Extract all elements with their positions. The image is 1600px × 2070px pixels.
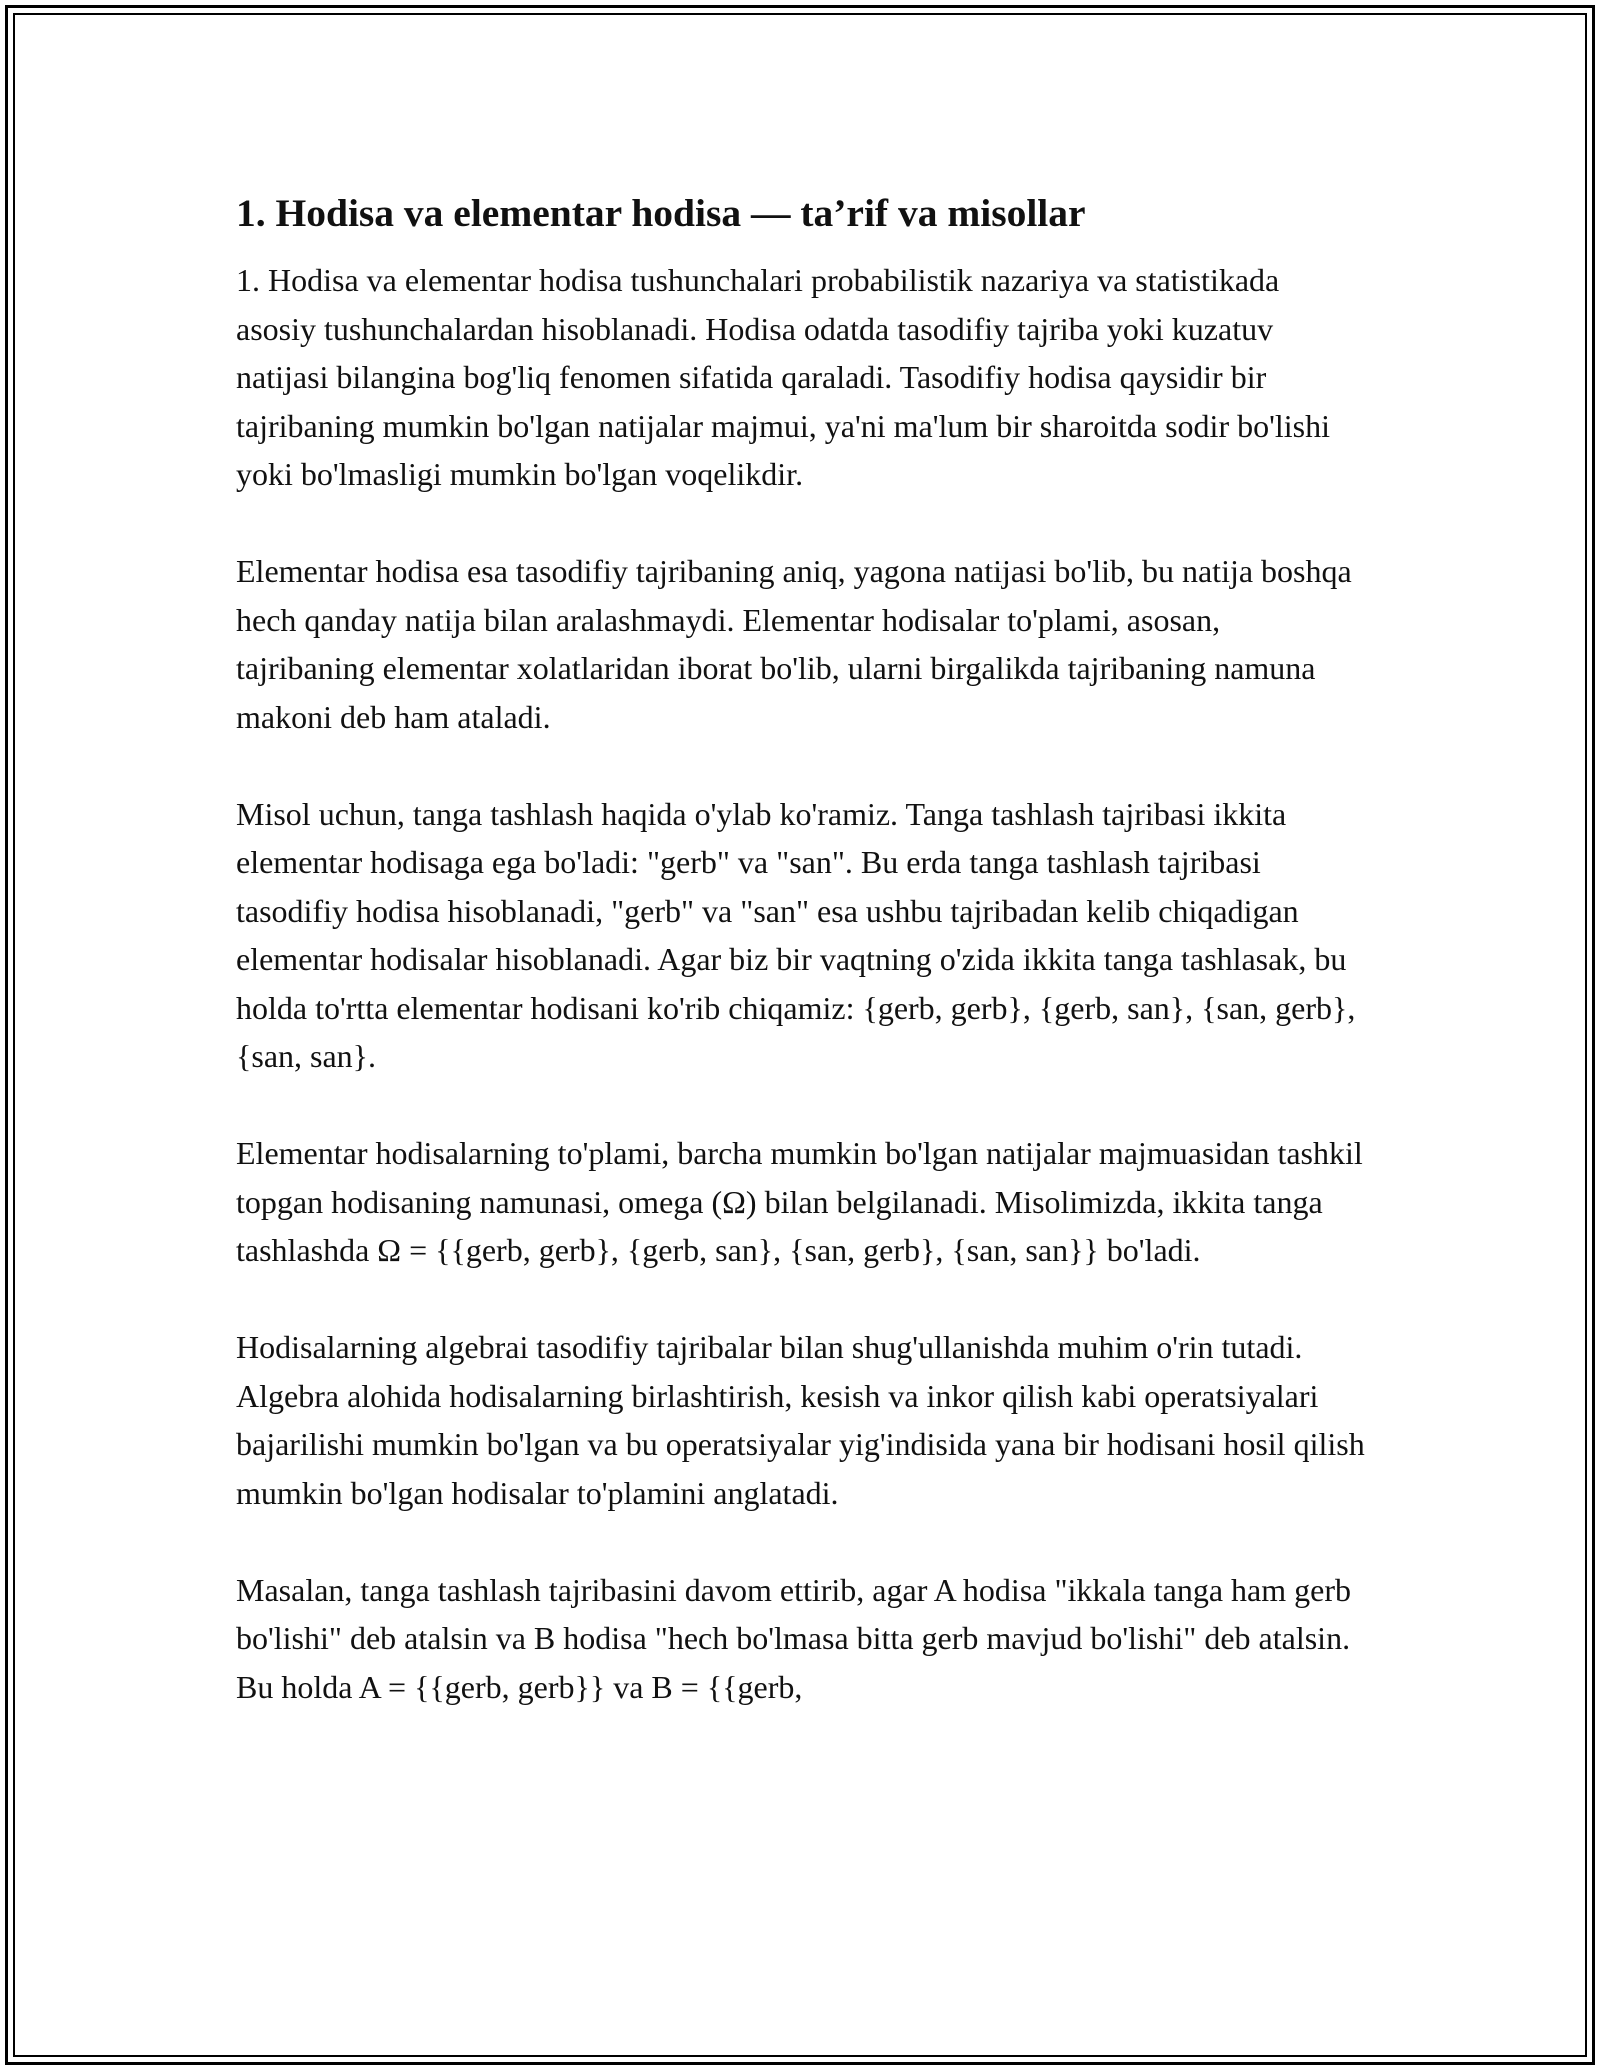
paragraph-intro: 1. Hodisa va elementar hodisa tushunchalari probabilistik nazariya va statistikada asosiy tushunchalardan hisoblanadi. Hodisa odatda tasodifiy tajriba yoki kuzatuv natijasi bilangina bog'liq fenomen sifatida qaraladi. Tasodifiy hodisa qaysidir bir tajribaning mumkin bo'lgan natijalar majmui, ya'ni ma'lum bir sharoitda sodir bo'lishi yoki bo'lmasligi mumkin bo'lgan voqelikdir. [236, 262, 1330, 492]
section-heading: 1. Hodisa va elementar hodisa — ta’rif va misollar [236, 191, 1086, 235]
paragraph-elementary-event: Elementar hodisa esa tasodifiy tajribaning aniq, yagona natijasi bo'lib, bu natija boshqa hech qanday natija bilan aralashmaydi. Elementar hodisalar to'plami, asosan, tajribaning elementar xolatlaridan iborat bo'lib, ularni birgalikda tajribaning namuna makoni deb ham ataladi. [236, 553, 1352, 735]
paragraph-coin-example: Misol uchun, tanga tashlash haqida o'ylab ko'ramiz. Tanga tashlash tajribasi ikkita elementar hodisaga ega bo'ladi: "gerb" va "san". Bu erda tanga tashlash tajribasi tasodifiy hodisa hisoblanadi, "gerb" va "san" esa ushbu tajribadan kelib chiqadigan elementar hodisalar hisoblanadi. Agar biz bir vaqtning o'zida ikkita tanga tashlasak, bu holda to'rtta elementar hodisani ko'rib chiqamiz: {gerb, gerb}, {gerb, san}, {san, gerb}, {san, san}. [236, 795, 1356, 1074]
document-body [236, 182, 1366, 1760]
paragraph-event-algebra: Hodisalarning algebrai tasodifiy tajribalar bilan shug'ullanishda muhim o'rin tutadi. Algebra alohida hodisalarning birlashtirish, kesish va inkor qilish kabi operatsiyalari bajarilishi mumkin bo'lgan va bu operatsiyalar yig'indisida yana bir hodisani hosil qilish mumkin bo'lgan hodisalar to'plamini anglatadi. [236, 1329, 1365, 1511]
paragraph-sample-space: Elementar hodisalarning to'plami, barcha mumkin bo'lgan natijalar majmuasidan tashkil topgan hodisaning namunasi, omega (Ω) bilan belgilanadi. Misolimizda, ikkita tanga tashlashda Ω = {{gerb, gerb}, {gerb, san}, {san, gerb}, {san, san}} bo'ladi. [236, 1135, 1363, 1268]
paragraph-events-a-b: Masalan, tanga tashlash tajribasini davom ettirib, agar A hodisa "ikkala tanga ham gerb bo'lishi" deb atalsin va B hodisa "hech bo'lmasa bitta gerb mavjud bo'lishi" deb atalsin. Bu holda A = {{gerb, gerb}} va B = {{gerb, [236, 1571, 1351, 1705]
